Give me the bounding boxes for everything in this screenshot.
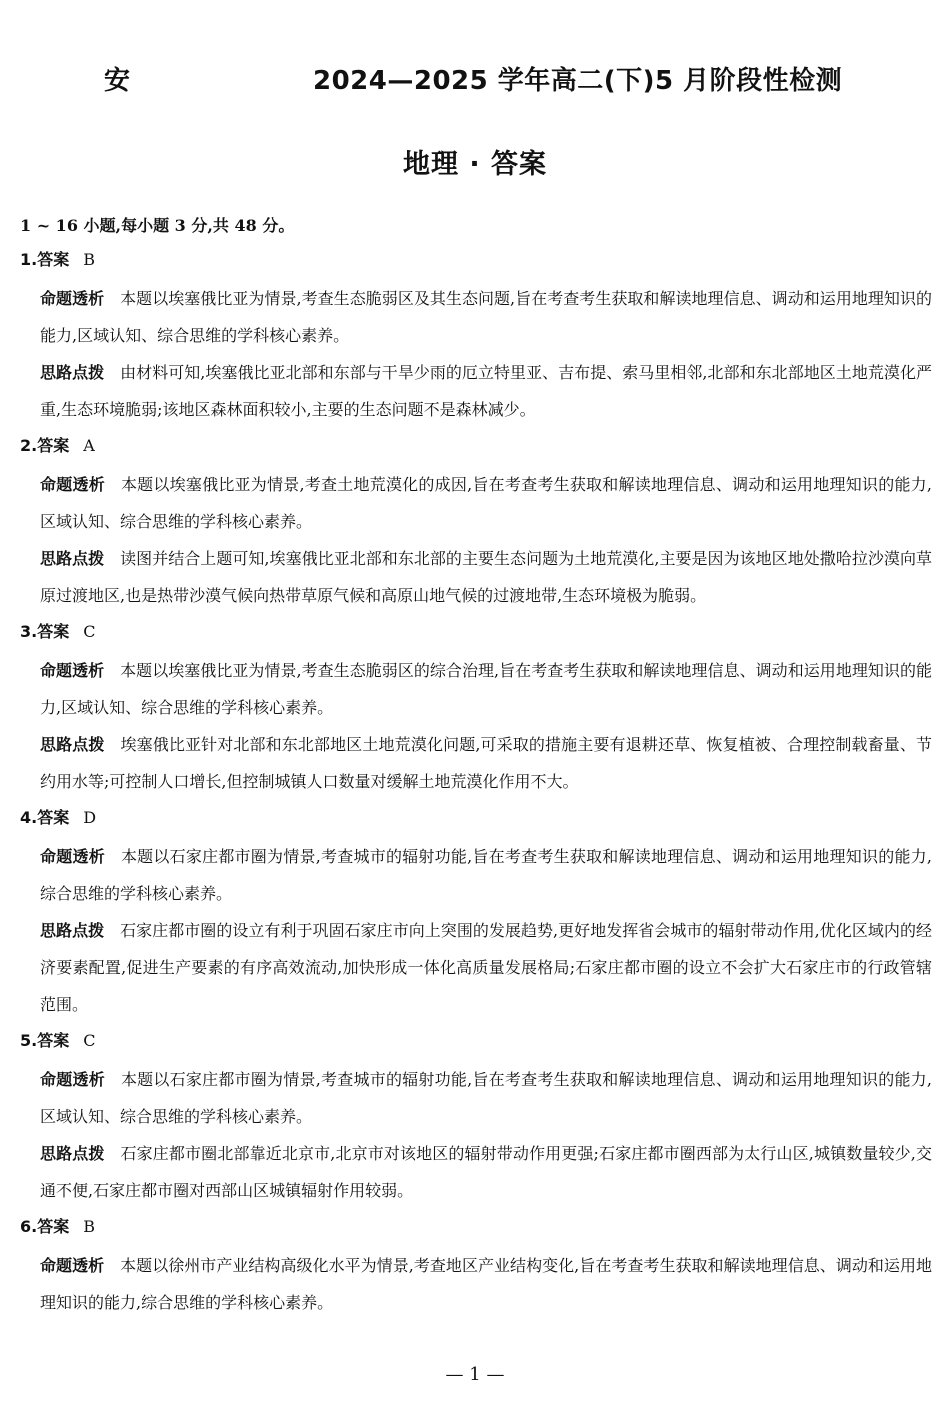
- intent-label: 命题透析: [40, 661, 105, 680]
- question-number: 1.: [20, 250, 38, 269]
- answer-line: [20, 250, 932, 270]
- answer-line: [20, 808, 932, 828]
- intent-text: 本题以埃塞俄比亚为情景,考查生态脆弱区及其生态问题,旨在考查考生获取和解读地理信息、调动和运用地理知识的能力,区域认知、综合思维的学科核心素养。: [40, 289, 932, 345]
- intent-text: 本题以石家庄都市圈为情景,考查城市的辐射功能,旨在考查考生获取和解读地理信息、调动和运用地理知识的能力,区域认知、综合思维的学科核心素养。: [40, 1070, 932, 1126]
- answer-content: [20, 216, 932, 1329]
- intent-paragraph: [40, 466, 932, 540]
- answer-line: [20, 1217, 932, 1237]
- intent-paragraph: [40, 652, 932, 726]
- hint-text: 由材料可知,埃塞俄比亚北部和东部与干旱少雨的厄立特里亚、吉布提、索马里相邻,北部和东北部地区土地荒漠化严重,生态环境脆弱;该地区森林面积较小,主要的生态问题不是森林减少。: [40, 363, 932, 419]
- intent-paragraph: [40, 280, 932, 354]
- hint-text: 埃塞俄比亚针对北部和东北部地区土地荒漠化问题,可采取的措施主要有退耕还草、恢复植被、合理控制载畜量、节约用水等;可控制人口增长,但控制城镇人口数量对缓解土地荒漠化作用不大。: [40, 735, 932, 791]
- intent-text: 本题以埃塞俄比亚为情景,考查生态脆弱区的综合治理,旨在考查考生获取和解读地理信息、调动和运用地理知识的能力,区域认知、综合思维的学科核心素养。: [40, 661, 932, 717]
- intent-label: 命题透析: [40, 289, 105, 308]
- intent-label: 命题透析: [40, 475, 105, 494]
- intent-paragraph: [40, 1061, 932, 1135]
- intent-label: 命题透析: [40, 847, 105, 866]
- question-block: [20, 436, 932, 614]
- answer-value: D: [83, 808, 97, 827]
- exam-title: 2024—2025 学年高二(下)5 月阶段性检测: [313, 66, 843, 96]
- hint-text: 石家庄都市圈的设立有利于巩固石家庄市向上突围的发展趋势,更好地发挥省会城市的辐射带动作用,优化区域内的经济要素配置,促进生产要素的有序高效流动,加快形成一体化高质量发展格局;石家庄都市圈的设立不会扩大石家庄市的行政管辖范围。: [40, 921, 932, 1014]
- intent-paragraph: [40, 838, 932, 912]
- hint-label: 思路点拨: [40, 363, 105, 382]
- hint-text: 石家庄都市圈北部靠近北京市,北京市对该地区的辐射带动作用更强;石家庄都市圈西部为太行山区,城镇数量较少,交通不便,石家庄都市圈对西部山区城镇辐射作用较弱。: [40, 1144, 932, 1200]
- question-number: 6.: [20, 1217, 38, 1236]
- answer-label: 答案: [37, 808, 70, 827]
- answer-label: 答案: [37, 1217, 70, 1236]
- answer-line: [20, 1031, 932, 1051]
- hint-text: 读图并结合上题可知,埃塞俄比亚北部和东北部的主要生态问题为土地荒漠化,主要是因为该地区地处撒哈拉沙漠向草原过渡地区,也是热带沙漠气候向热带草原气候和高原山地气候的过渡地带,生态环境极为脆弱。: [40, 549, 932, 605]
- hint-label: 思路点拨: [40, 921, 105, 940]
- question-number: 5.: [20, 1031, 38, 1050]
- answer-value: A: [83, 436, 95, 455]
- hint-label: 思路点拨: [40, 549, 105, 568]
- intent-label: 命题透析: [40, 1070, 105, 1089]
- answer-line: [20, 436, 932, 456]
- answer-label: 答案: [37, 250, 70, 269]
- intent-label: 命题透析: [40, 1256, 105, 1275]
- subject-title: 地理 · 答案: [402, 149, 548, 180]
- question-block: [20, 622, 932, 800]
- intent-text: 本题以埃塞俄比亚为情景,考查土地荒漠化的成因,旨在考查考生获取和解读地理信息、调动和运用地理知识的能力,区域认知、综合思维的学科核心素养。: [40, 475, 932, 531]
- hint-paragraph: [40, 354, 932, 428]
- question-number: 2.: [20, 436, 38, 455]
- question-number: 3.: [20, 622, 38, 641]
- hint-paragraph: [40, 726, 932, 800]
- answer-label: 答案: [37, 622, 70, 641]
- hint-label: 思路点拨: [40, 1144, 105, 1163]
- question-number: 4.: [20, 808, 38, 827]
- page-header: [0, 60, 950, 100]
- section-intro: 1 ~ 16 小题,每小题 3 分,共 48 分。: [20, 216, 295, 235]
- intent-text: 本题以石家庄都市圈为情景,考查城市的辐射功能,旨在考查考生获取和解读地理信息、调动和运用地理知识的能力,综合思维的学科核心素养。: [40, 847, 932, 903]
- intent-paragraph: [40, 1247, 932, 1321]
- answer-value: B: [83, 1217, 95, 1236]
- question-block: [20, 1217, 932, 1321]
- question-block: [20, 808, 932, 1023]
- question-block: [20, 250, 932, 428]
- question-block: [20, 1031, 932, 1209]
- intent-text: 本题以徐州市产业结构高级化水平为情景,考查地区产业结构变化,旨在考查考生获取和解读地理信息、调动和运用地理知识的能力,综合思维的学科核心素养。: [40, 1256, 932, 1312]
- answer-value: C: [83, 1031, 96, 1050]
- page-number: — 1 —: [445, 1364, 505, 1385]
- hint-paragraph: [40, 540, 932, 614]
- hint-paragraph: [40, 912, 932, 1023]
- answer-value: C: [83, 622, 96, 641]
- hint-label: 思路点拨: [40, 735, 105, 754]
- question-list: [20, 250, 932, 1321]
- answer-label: 答案: [37, 1031, 70, 1050]
- header-left-mark: 安: [104, 66, 131, 96]
- answer-value: B: [83, 250, 95, 269]
- hint-paragraph: [40, 1135, 932, 1209]
- answer-label: 答案: [37, 436, 70, 455]
- answer-line: [20, 622, 932, 642]
